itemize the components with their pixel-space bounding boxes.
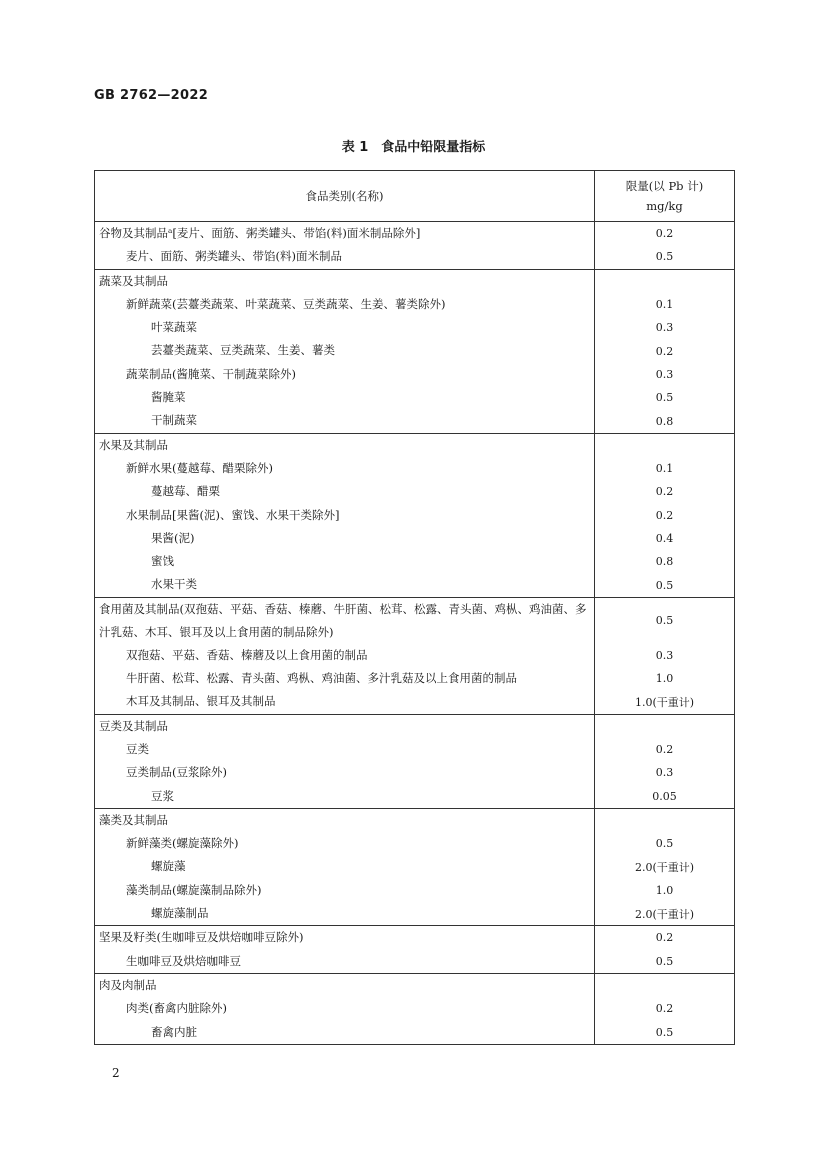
limit-value-cell	[595, 714, 735, 738]
limit-value-cell	[595, 808, 735, 832]
table-row	[95, 386, 735, 409]
table-header-row	[95, 171, 735, 222]
table-row	[95, 457, 735, 480]
food-category-cell: 豆类	[95, 738, 595, 761]
table-row	[95, 433, 735, 457]
food-category-cell: 坚果及籽类(生咖啡豆及烘焙咖啡豆除外)	[95, 926, 595, 950]
limit-value-cell: 0.5	[595, 386, 735, 409]
limit-header-label: 限量(以 Pb 计)	[625, 179, 704, 193]
limit-value-cell: 0.5	[595, 832, 735, 855]
limit-value-cell: 2.0(干重计)	[595, 855, 735, 878]
limit-value-cell: 0.8	[595, 550, 735, 573]
lead-limit-table	[94, 170, 735, 1045]
limit-value-cell: 0.2	[595, 997, 735, 1020]
limit-value-cell: 0.5	[595, 573, 735, 597]
table-row	[95, 973, 735, 997]
food-category-cell: 叶菜蔬菜	[95, 316, 595, 339]
table-row	[95, 690, 735, 714]
table-row	[95, 714, 735, 738]
food-category-cell: 新鲜蔬菜(芸薹类蔬菜、叶菜蔬菜、豆类蔬菜、生姜、薯类除外)	[95, 293, 595, 316]
food-category-cell: 藻类制品(螺旋藻制品除外)	[95, 879, 595, 902]
table-row	[95, 1021, 735, 1045]
food-category-cell: 水果及其制品	[95, 433, 595, 457]
table-row	[95, 269, 735, 293]
table-row	[95, 339, 735, 362]
limit-value-cell: 0.2	[595, 926, 735, 950]
limit-value-cell: 2.0(干重计)	[595, 902, 735, 926]
food-category-cell: 豆类制品(豆浆除外)	[95, 761, 595, 784]
limit-value-cell: 0.2	[595, 504, 735, 527]
table-row	[95, 926, 735, 950]
limit-value-cell: 0.1	[595, 457, 735, 480]
table-row	[95, 480, 735, 503]
limit-value-cell: 1.0(干重计)	[595, 690, 735, 714]
limit-value-cell	[595, 433, 735, 457]
food-category-cell: 果酱(泥)	[95, 527, 595, 550]
table-row	[95, 597, 735, 644]
limit-value-cell: 0.3	[595, 363, 735, 386]
standard-code: GB 2762—2022	[94, 88, 209, 103]
table-row	[95, 855, 735, 878]
food-category-cell: 新鲜藻类(螺旋藻除外)	[95, 832, 595, 855]
food-category-cell: 螺旋藻制品	[95, 902, 595, 926]
table-row	[95, 738, 735, 761]
table-row	[95, 222, 735, 246]
food-category-cell: 双孢菇、平菇、香菇、榛蘑及以上食用菌的制品	[95, 644, 595, 667]
food-category-cell: 蔬菜制品(酱腌菜、干制蔬菜除外)	[95, 363, 595, 386]
table-row	[95, 316, 735, 339]
limit-value-cell: 0.5	[595, 597, 735, 644]
table-row	[95, 950, 735, 974]
table-row	[95, 527, 735, 550]
limit-value-cell: 0.5	[595, 245, 735, 269]
limit-value-cell: 0.5	[595, 950, 735, 974]
limit-value-cell: 1.0	[595, 667, 735, 690]
limit-value-cell: 0.8	[595, 409, 735, 433]
table-row	[95, 644, 735, 667]
food-category-cell: 干制蔬菜	[95, 409, 595, 433]
table-row	[95, 573, 735, 597]
table-row	[95, 832, 735, 855]
limit-value-cell: 0.3	[595, 644, 735, 667]
limit-value-cell	[595, 269, 735, 293]
food-category-cell: 肉及肉制品	[95, 973, 595, 997]
food-category-cell: 藻类及其制品	[95, 808, 595, 832]
limit-value-cell: 0.2	[595, 222, 735, 246]
food-category-cell: 肉类(畜禽内脏除外)	[95, 997, 595, 1020]
table-row	[95, 363, 735, 386]
food-category-cell: 豆浆	[95, 785, 595, 809]
table-row	[95, 808, 735, 832]
table-row	[95, 409, 735, 433]
limit-value-cell: 0.1	[595, 293, 735, 316]
table-row	[95, 245, 735, 269]
limit-value-cell: 0.05	[595, 785, 735, 809]
limit-header-unit: mg/kg	[646, 199, 683, 213]
table-row	[95, 293, 735, 316]
table-row	[95, 761, 735, 784]
limit-value-cell	[595, 973, 735, 997]
limit-value-cell: 0.5	[595, 1021, 735, 1045]
table-row	[95, 902, 735, 926]
food-category-cell: 蜜饯	[95, 550, 595, 573]
food-category-cell: 水果干类	[95, 573, 595, 597]
food-category-cell: 谷物及其制品ᵃ[麦片、面筋、粥类罐头、带馅(料)面米制品除外]	[95, 222, 595, 246]
food-category-cell: 木耳及其制品、银耳及其制品	[95, 690, 595, 714]
limit-value-cell: 0.2	[595, 738, 735, 761]
limit-value-cell: 0.4	[595, 527, 735, 550]
limit-value-cell: 1.0	[595, 879, 735, 902]
food-category-cell: 水果制品[果酱(泥)、蜜饯、水果干类除外]	[95, 504, 595, 527]
food-category-cell: 酱腌菜	[95, 386, 595, 409]
limit-value-cell: 0.2	[595, 339, 735, 362]
table-row	[95, 785, 735, 809]
food-category-cell: 食用菌及其制品(双孢菇、平菇、香菇、榛蘑、牛肝菌、松茸、松露、青头菌、鸡枞、鸡油菌、多汁乳菇、木耳、银耳及以上食用菌的制品除外)	[95, 597, 595, 644]
food-category-cell: 麦片、面筋、粥类罐头、带馅(料)面米制品	[95, 245, 595, 269]
food-category-cell: 蔓越莓、醋栗	[95, 480, 595, 503]
food-category-cell: 生咖啡豆及烘焙咖啡豆	[95, 950, 595, 974]
food-category-cell: 豆类及其制品	[95, 714, 595, 738]
table-title: 表 1 食品中铅限量指标	[341, 140, 486, 155]
food-category-cell: 牛肝菌、松茸、松露、青头菌、鸡枞、鸡油菌、多汁乳菇及以上食用菌的制品	[95, 667, 595, 690]
table-row	[95, 879, 735, 902]
table-row	[95, 504, 735, 527]
limit-value-cell: 0.2	[595, 480, 735, 503]
food-category-cell: 芸薹类蔬菜、豆类蔬菜、生姜、薯类	[95, 339, 595, 362]
column-header-food-category: 食品类别(名称)	[95, 171, 595, 222]
limit-value-cell: 0.3	[595, 761, 735, 784]
food-category-cell: 螺旋藻	[95, 855, 595, 878]
food-category-cell: 新鲜水果(蔓越莓、醋栗除外)	[95, 457, 595, 480]
limit-value-cell: 0.3	[595, 316, 735, 339]
table-row	[95, 997, 735, 1020]
food-category-cell: 畜禽内脏	[95, 1021, 595, 1045]
column-header-limit	[595, 171, 735, 222]
page-number: 2	[112, 1066, 120, 1080]
table-row	[95, 550, 735, 573]
table-row	[95, 667, 735, 690]
food-category-cell: 蔬菜及其制品	[95, 269, 595, 293]
